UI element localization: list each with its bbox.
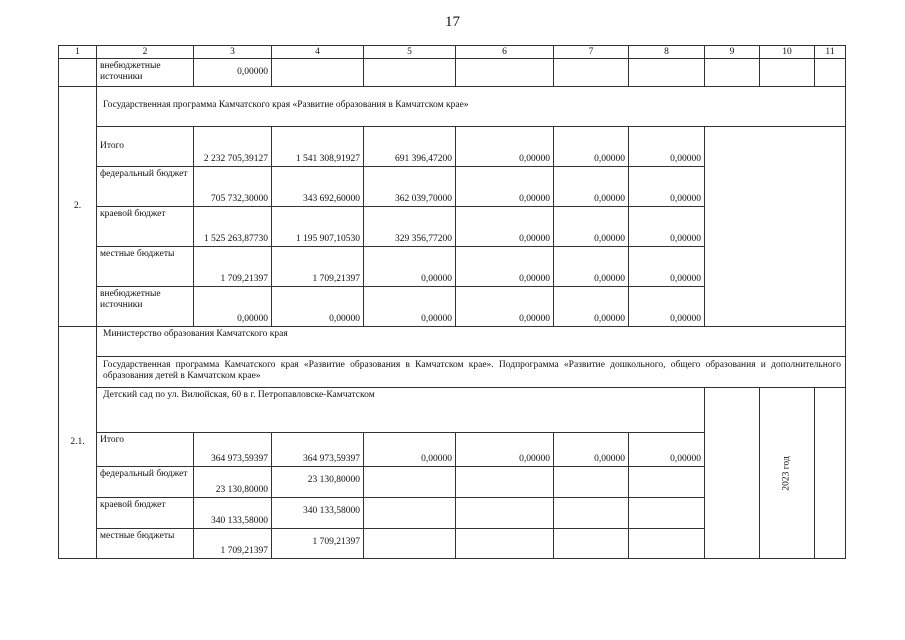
row-label: местные бюджеты [97, 247, 194, 287]
column-header: 7 [554, 46, 629, 59]
value-cell: 2 232 705,39127 [194, 127, 272, 167]
value-cell: 0,00000 [554, 207, 629, 247]
value-cell: 1 709,21397 [194, 247, 272, 287]
value-cell: 1 709,21397 [272, 247, 364, 287]
value-cell: 364 973,59397 [194, 433, 272, 467]
subprogram-title: Государственная программа Камчатского края «Развитие образования в Камчатском крае». Подпрограмма «Развитие дошкольного, общего образования и дополнительного образования детей в Камчатском крае» [97, 357, 846, 388]
value-cell: 1 541 308,91927 [272, 127, 364, 167]
column-header: 5 [364, 46, 456, 59]
row-label: краевой бюджет [97, 207, 194, 247]
row-label: местные бюджеты [97, 529, 194, 559]
value-cell: 0,00000 [364, 287, 456, 327]
value-cell: 0,00000 [456, 207, 554, 247]
value-cell: 0,00000 [629, 167, 705, 207]
ministry-title: Министерство образования Камчатского края [97, 327, 846, 357]
value-cell: 343 692,60000 [272, 167, 364, 207]
value-cell: 1 709,21397 [194, 529, 272, 559]
table-row [59, 127, 846, 167]
row-label: Итого [97, 127, 194, 167]
table-row [59, 357, 846, 388]
column-header: 4 [272, 46, 364, 59]
value-cell: 691 396,47200 [364, 127, 456, 167]
column-header: 2 [97, 46, 194, 59]
value-cell: 705 732,30000 [194, 167, 272, 207]
value-cell: 1 195 907,10530 [272, 207, 364, 247]
table-row [59, 87, 846, 127]
value-cell: 0,00000 [194, 59, 272, 87]
value-cell: 0,00000 [456, 167, 554, 207]
value-cell: 0,00000 [629, 207, 705, 247]
value-cell: 0,00000 [554, 287, 629, 327]
page-number: 17 [445, 14, 460, 30]
column-header: 3 [194, 46, 272, 59]
object-title: Детский сад по ул. Вилюйская, 60 в г. Петропавловске-Камчатском [97, 388, 705, 433]
year-cell [760, 388, 815, 559]
value-cell: 0,00000 [456, 287, 554, 327]
column-header: 10 [760, 46, 815, 59]
row-label: федеральный бюджет [97, 467, 194, 498]
value-cell: 0,00000 [554, 247, 629, 287]
value-cell: 0,00000 [629, 433, 705, 467]
column-header: 1 [59, 46, 97, 59]
value-cell: 362 039,70000 [364, 167, 456, 207]
value-cell: 23 130,80000 [194, 467, 272, 498]
value-cell: 0,00000 [554, 127, 629, 167]
value-cell: 0,00000 [629, 287, 705, 327]
value-cell: 0,00000 [456, 433, 554, 467]
budget-table [58, 45, 846, 559]
value-cell: 340 133,58000 [272, 498, 364, 529]
year-label: 2023 год [781, 455, 792, 491]
program-title: Государственная программа Камчатского края «Развитие образования в Камчатском крае» [97, 87, 846, 127]
value-cell: 340 133,58000 [194, 498, 272, 529]
value-cell: 0,00000 [456, 127, 554, 167]
row-label: федеральный бюджет [97, 167, 194, 207]
row-number: 2. [59, 87, 97, 327]
value-cell: 0,00000 [272, 287, 364, 327]
value-cell: 0,00000 [364, 433, 456, 467]
column-header: 9 [705, 46, 760, 59]
row-label: внебюджетные источники [97, 287, 194, 327]
table-row [59, 388, 846, 433]
value-cell: 0,00000 [629, 247, 705, 287]
value-cell: 329 356,77200 [364, 207, 456, 247]
value-cell: 0,00000 [629, 127, 705, 167]
value-cell: 0,00000 [554, 433, 629, 467]
row-label: внебюджетные источники [97, 59, 194, 87]
value-cell: 23 130,80000 [272, 467, 364, 498]
row-label: краевой бюджет [97, 498, 194, 529]
value-cell: 1 525 263,87730 [194, 207, 272, 247]
value-cell: 364 973,59397 [272, 433, 364, 467]
row-label: Итого [97, 433, 194, 467]
column-header: 11 [815, 46, 846, 59]
column-header: 6 [456, 46, 554, 59]
value-cell: 0,00000 [194, 287, 272, 327]
value-cell: 1 709,21397 [272, 529, 364, 559]
column-header: 8 [629, 46, 705, 59]
column-number-row [59, 46, 846, 59]
value-cell: 0,00000 [554, 167, 629, 207]
value-cell: 0,00000 [456, 247, 554, 287]
row-number: 2.1. [59, 327, 97, 559]
table-row [59, 327, 846, 357]
table-row [59, 59, 846, 87]
value-cell: 0,00000 [364, 247, 456, 287]
